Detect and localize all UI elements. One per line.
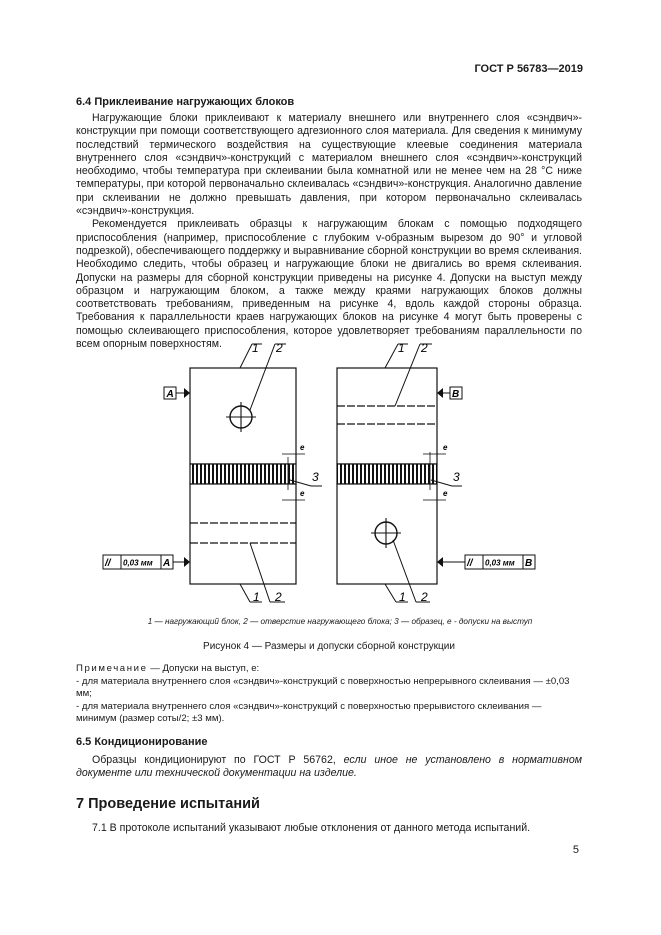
right-assembly <box>337 341 535 604</box>
label-1-bottom-right: 1 <box>399 590 406 604</box>
e-label-left-2: e <box>300 489 305 498</box>
section-6-4-body <box>76 112 582 351</box>
note-block <box>76 663 582 726</box>
tolerance-right: 0,03 мм <box>485 558 515 568</box>
paragraph: Нагружающие блоки приклеивают к материалу внешнего или внутреннего слоя «сэндвич»-конструкции при помощи соответствующего адгезионного слоя материала. Для сведения к минимуму последствий термического воздействия на существующие клеевые соединения материала внутреннего слоя «сэндвич»-конструкций с материалом внешнего слоя «сэндвич»-конструкций необходимо, чтобы температура при склеивании была комнатной или не менее чем на 28 °С ниже температуры, при которой первоначально склеивалась «сэндвич»-конструкция. Аналогично давление при склеивании не должно превышать давления, при котором первоначально склеивалась «сэндвич»-конструкция. <box>76 112 582 218</box>
note-intro-text: — Допуски на выступ, е: <box>147 663 260 674</box>
datum-b: B <box>452 389 460 400</box>
note-intro <box>76 663 582 676</box>
left-top-block <box>190 368 296 464</box>
conditioning-text: Образцы кондиционируют по ГОСТ Р 56762, <box>92 754 344 766</box>
parallel-symbol-right: // <box>467 558 473 569</box>
conditioning-italic-text: если иное не установлено в нормативном документе или технической документации на изделие. <box>76 754 582 780</box>
label-2-bottom-right: 2 <box>421 590 428 604</box>
parallel-symbol-left: // <box>105 558 111 569</box>
paragraph <box>76 754 582 781</box>
right-bottom-block <box>337 484 437 584</box>
label-3-left: 3 <box>312 470 319 484</box>
tolerance-datum-a: A <box>163 558 171 569</box>
left-bottom-block <box>190 484 296 584</box>
e-label-left-1: e <box>300 443 305 452</box>
section-6-5-title: 6.5 Кондиционирование <box>76 736 208 748</box>
standard-header: ГОСТ Р 56783—2019 <box>474 63 583 75</box>
label-1-bottom-left: 1 <box>253 590 260 604</box>
e-label-right-2: e <box>443 489 448 498</box>
note-item-1: - для материала внутреннего слоя «сэндвич»-конструкций с поверхностью непрерывного склеивания — ±0,03 мм; <box>76 675 570 700</box>
note-item-2: - для материала внутреннего слоя «сэндвич»-конструкций с поверхностью прерывистого склеивания — минимум (размер соты/2; ±3 мм). <box>76 700 542 725</box>
note-label: Примечание <box>76 663 148 674</box>
paragraph: Рекомендуется приклеивать образцы к нагружающим блокам с помощью подходящего приспособления (например, приспособление с глубоким v-образным вырезом до 90° и угловой подрезкой), обеспечивающего поддержку и выравнивание сборной конструкции во время склеивания. Необходимо следить, чтобы образец и нагружающие блоки не двигались во время склеивания. Допуски на размеры для сборной конструкции приведены на рисунке 4. Допуски на выступ между образцом и нагружающим блоком, а также между краями нагружающих блоков должны соответствовать требованиям, приведенным на рисунке 4, вдоль каждой стороны образца. Требования к параллельности краев нагружающих блоков на рисунке 4 могут быть проверены с помощью склеивающего приспособления, которое удовлетворяет требованиям параллельности по всем опорным поверхностям. <box>76 218 582 351</box>
label-1-top-right: 1 <box>398 341 405 355</box>
page-number: 5 <box>572 844 579 856</box>
e-label-right-1: e <box>443 443 448 452</box>
right-specimen <box>337 464 437 484</box>
tolerance-left: 0,03 мм <box>123 558 153 568</box>
datum-a: A <box>166 389 174 400</box>
label-2-top-left: 2 <box>276 341 283 355</box>
figure-legend: 1 — нагружающий блок, 2 — отверстие нагружающего блока; 3 — образец, е - допуски на выступ <box>147 617 533 626</box>
figure-4-drawing <box>100 330 570 630</box>
left-specimen <box>190 464 296 484</box>
label-2-top-right: 2 <box>421 341 428 355</box>
section-6-4-title: 6.4 Приклеивание нагружающих блоков <box>76 96 295 108</box>
section-7-body <box>76 822 582 835</box>
section-6-5-body <box>76 754 582 781</box>
figure-caption: Рисунок 4 — Размеры и допуски сборной конструкции <box>203 641 455 652</box>
right-top-block <box>337 368 437 464</box>
label-2-bottom-left: 2 <box>275 590 282 604</box>
left-assembly <box>103 341 322 604</box>
label-1-top-left: 1 <box>252 341 259 355</box>
section-7-title: 7 Проведение испытаний <box>76 796 260 812</box>
label-3-right: 3 <box>453 470 460 484</box>
paragraph: 7.1 В протоколе испытаний указывают любые отклонения от данного метода испытаний. <box>92 822 531 834</box>
tolerance-datum-b: B <box>525 558 533 569</box>
